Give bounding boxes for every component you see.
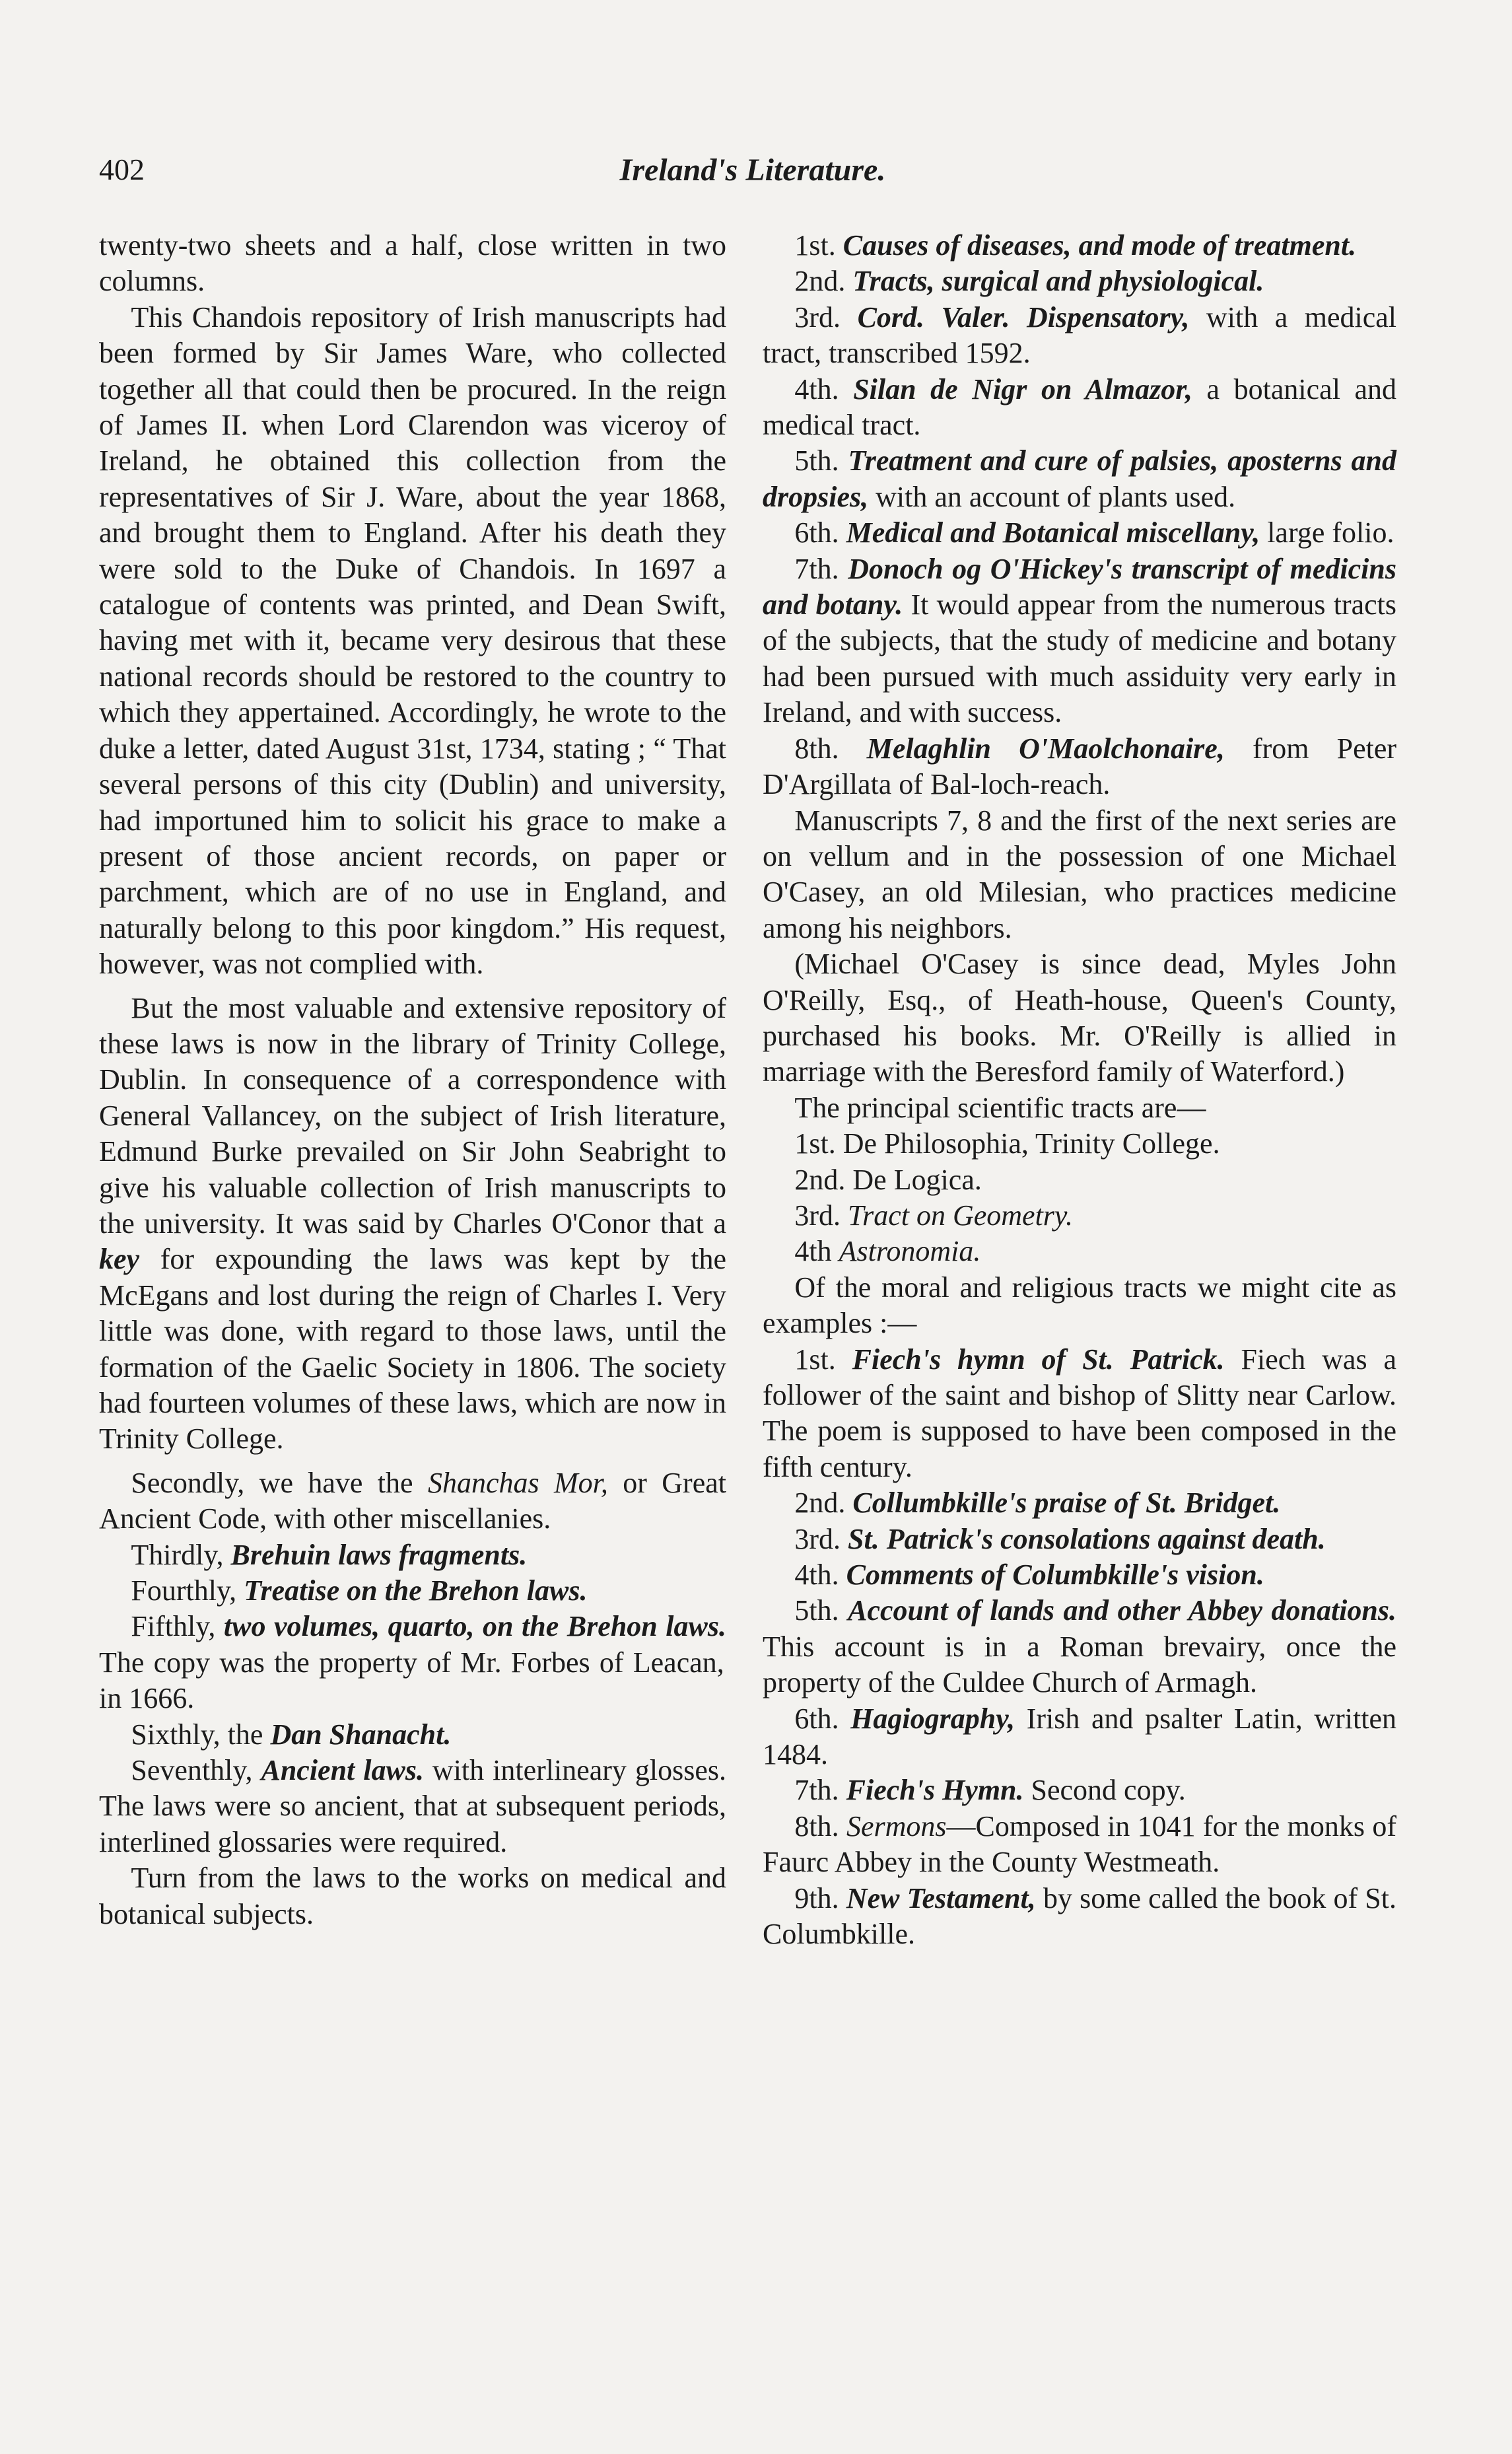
list-item <box>763 1557 1396 1593</box>
list-item <box>763 515 1396 551</box>
work-title: Ancient laws. <box>261 1754 424 1787</box>
text: for expounding the laws was kept by the McEgans and lost during the reign of Charles I. Very little was done, with regard to those laws, until the formation of the Gaelic Society in 1806. The society had fourteen volumes of these laws, which are now in Trinity College. <box>99 1243 726 1455</box>
work-title: Donoch og O'Hickey's transcript of medicins and botany. <box>763 552 1397 621</box>
text: The copy was the property of Mr. Forbes of Leacan, in 1666. <box>99 1646 724 1715</box>
paragraph: This Chandois repository of Irish manuscripts had been formed by Sir James Ware, who collected together all that could then be procured. In the reign of James II. when Lord Clarendon was viceroy of Ireland, he obtained this collection from the representatives of Sir J. Ware, about the year 1868, and brought them to England. After his death they were sold to the Duke of Chandois. In 1697 a catalogue of contents was printed, and Dean Swift, having met with it, became very desirous that these national records should be restored to the country to which they appertained. Accordingly, he wrote to the duke a letter, dated August 31st, 1734, stating ; “ That several persons of this city (Dublin) and university, had importuned him to solicit his grace to make a present of those ancient records, on paper or parchment, which are of no use in England, and naturally belong to this poor kingdom.” His request, however, was not complied with. <box>99 300 726 981</box>
work-title: Collumbkille's praise of St. Bridget. <box>852 1487 1281 1520</box>
paragraph <box>99 1717 726 1753</box>
work-title: Hagiography, <box>850 1702 1015 1735</box>
list-item <box>763 372 1396 444</box>
work-title: Shanchas Mor, <box>427 1466 608 1499</box>
work-title: Treatise on the Brehon laws. <box>244 1574 588 1607</box>
text: Second copy. <box>1023 1774 1186 1807</box>
item-number: 5th. <box>794 1594 839 1627</box>
item-number: 4th <box>794 1235 832 1268</box>
list-item <box>763 1126 1396 1162</box>
item-number: 1st. <box>794 1343 836 1376</box>
paragraph <box>99 991 726 1457</box>
work-title: Causes of diseases, and mode of treatment. <box>842 229 1357 262</box>
list-item <box>763 551 1396 731</box>
text: large folio. <box>1260 516 1394 549</box>
item-number: 1st. <box>794 1127 836 1160</box>
item-number: 9th. <box>794 1881 839 1914</box>
work-title: St. Patrick's consolations against death. <box>848 1522 1326 1555</box>
list-item <box>763 228 1396 263</box>
item-number: 7th. <box>794 552 839 585</box>
scientific-tracts-list <box>763 1126 1396 1270</box>
item-number: 4th. <box>794 372 839 405</box>
page-number: 402 <box>99 153 145 186</box>
list-item <box>763 300 1396 372</box>
list-item <box>763 263 1396 299</box>
list-item <box>763 1593 1396 1700</box>
work-title: Tracts, surgical and physiological. <box>852 265 1264 298</box>
medical-tracts-list <box>763 228 1396 803</box>
emphasis: key <box>99 1243 140 1276</box>
paragraph <box>99 1465 726 1537</box>
paragraph <box>99 1753 726 1860</box>
paragraph: Manuscripts 7, 8 and the first of the next series are on vellum and in the possession of one Michael O'Casey, an old Milesian, who practices medicine among his neighbors. <box>763 804 1396 944</box>
list-item <box>763 1522 1396 1557</box>
text: Fourthly, <box>131 1574 244 1607</box>
paragraph <box>99 1609 726 1716</box>
text: Secondly, we have the <box>131 1466 428 1499</box>
page-header <box>99 152 1406 198</box>
text: —Composed in 1041 for the monks of Faurc Abbey in the County Westmeath. <box>763 1809 1396 1879</box>
text: De Philosophia, Trinity College. <box>842 1127 1220 1160</box>
paragraph: The principal scientific tracts are— <box>794 1091 1206 1124</box>
item-number: 6th. <box>794 1702 839 1735</box>
list-item <box>763 1485 1396 1521</box>
work-title: New Testament, <box>846 1881 1036 1914</box>
text: Irish and psalter Latin, written 1484. <box>763 1702 1396 1771</box>
paragraph: Turn from the laws to the works on medical and botanical subjects. <box>99 1862 726 1930</box>
work-title: Fiech's Hymn. <box>846 1774 1024 1807</box>
text: But the most valuable and extensive repository of these laws is now in the library of Trinity College, Dublin. In consequence of a correspondence with General Vallancey, on the subject of Irish literature, Edmund Burke prevailed on Sir John Seabright to give his valuable collection of Irish manuscripts to the university. It was said by Charles O'Conor that a <box>99 991 726 1240</box>
list-item <box>763 1198 1396 1234</box>
text: It would appear from the numerous tracts of the subjects, that the study of medicine and botany had been pursued with much assiduity very early in Ireland, and with success. <box>763 588 1396 729</box>
list-item <box>763 731 1396 803</box>
work-title: Comments of Columbkille's vision. <box>846 1559 1264 1592</box>
item-number: 1st. <box>794 229 836 262</box>
list-item <box>763 1881 1396 1953</box>
text: De Logica. <box>852 1163 982 1196</box>
text: Sixthly, the <box>131 1718 271 1751</box>
item-number: 7th. <box>794 1774 839 1807</box>
work-title: Brehuin laws fragments. <box>230 1538 528 1571</box>
list-item <box>763 1809 1396 1881</box>
list-item <box>763 443 1396 515</box>
work-title: two volumes, quarto, on the Brehon laws. <box>223 1610 726 1643</box>
text: Seventhly, <box>131 1754 261 1787</box>
text: a botanical and medical tract. <box>763 372 1397 442</box>
work-title: Dan Shanacht. <box>270 1718 452 1751</box>
paragraph: Of the moral and religious tracts we might cite as examples :— <box>763 1271 1396 1340</box>
item-number: 4th. <box>794 1559 839 1592</box>
work-title: Medical and Botanical miscellany, <box>846 516 1260 549</box>
item-number: 3rd. <box>794 1199 841 1232</box>
text: by some called the book of St. Columbkille. <box>763 1881 1397 1951</box>
work-title: Astronomia. <box>839 1235 981 1268</box>
paragraph <box>99 1537 726 1573</box>
item-number: 6th. <box>794 516 839 549</box>
item-number: 2nd. <box>794 265 846 298</box>
text: Fifthly, <box>131 1610 224 1643</box>
work-title: Cord. Valer. Dispensatory, <box>857 300 1190 333</box>
right-column <box>763 228 1396 1953</box>
text: Fiech was a follower of the saint and bishop of Slitty near Carlow. The poem is supposed to have been composed in the fifth century. <box>763 1343 1396 1483</box>
work-title: Sermons <box>846 1809 947 1842</box>
paragraph: twenty-two sheets and a half, close written in two columns. <box>99 229 726 298</box>
running-title: Ireland's Literature. <box>619 153 886 188</box>
list-item <box>763 1701 1396 1773</box>
text: from Peter D'Argillata of Bal-loch-reach. <box>763 732 1397 801</box>
text: with interlineary glosses. The laws were so ancient, that at subsequent periods, interlined glossaries were required. <box>99 1754 726 1858</box>
paragraph: (Michael O'Casey is since dead, Myles John O'Reilly, Esq., of Heath-house, Queen's County, purchased his books. Mr. O'Reilly is allied in marriage with the Beresford family of Waterford.) <box>763 948 1396 1088</box>
list-item <box>763 1162 1396 1198</box>
item-number: 8th. <box>794 732 839 765</box>
item-number: 3rd. <box>794 1522 841 1555</box>
work-title: Silan de Nigr on Almazor, <box>853 372 1192 405</box>
list-item <box>763 1342 1396 1486</box>
work-title: Account of lands and other Abbey donations. <box>848 1594 1397 1627</box>
text: with an account of plants used. <box>868 480 1236 513</box>
item-number: 3rd. <box>794 300 841 333</box>
religious-tracts-list <box>763 1342 1396 1953</box>
text: with a medical tract, transcribed 1592. <box>763 300 1397 370</box>
paragraph <box>99 1573 726 1609</box>
text: Thirdly, <box>131 1538 231 1571</box>
list-item <box>763 1234 1396 1269</box>
text: This account is in a Roman brevairy, once the property of the Culdee Church of Armagh. <box>763 1630 1396 1699</box>
item-number: 8th. <box>794 1809 839 1842</box>
item-number: 5th. <box>794 444 839 477</box>
item-number: 2nd. <box>794 1487 846 1520</box>
text: or Great Ancient Code, with other miscellanies. <box>99 1466 726 1535</box>
item-number: 2nd. <box>794 1163 846 1196</box>
work-title: Melaghlin O'Maolchonaire, <box>866 732 1225 765</box>
work-title: Treatment and cure of palsies, aposterns and dropsies, <box>763 444 1397 513</box>
left-column <box>99 228 726 1932</box>
work-title: Tract on Geometry. <box>848 1199 1074 1232</box>
list-item <box>763 1772 1396 1808</box>
work-title: Fiech's hymn of St. Patrick. <box>852 1343 1225 1376</box>
